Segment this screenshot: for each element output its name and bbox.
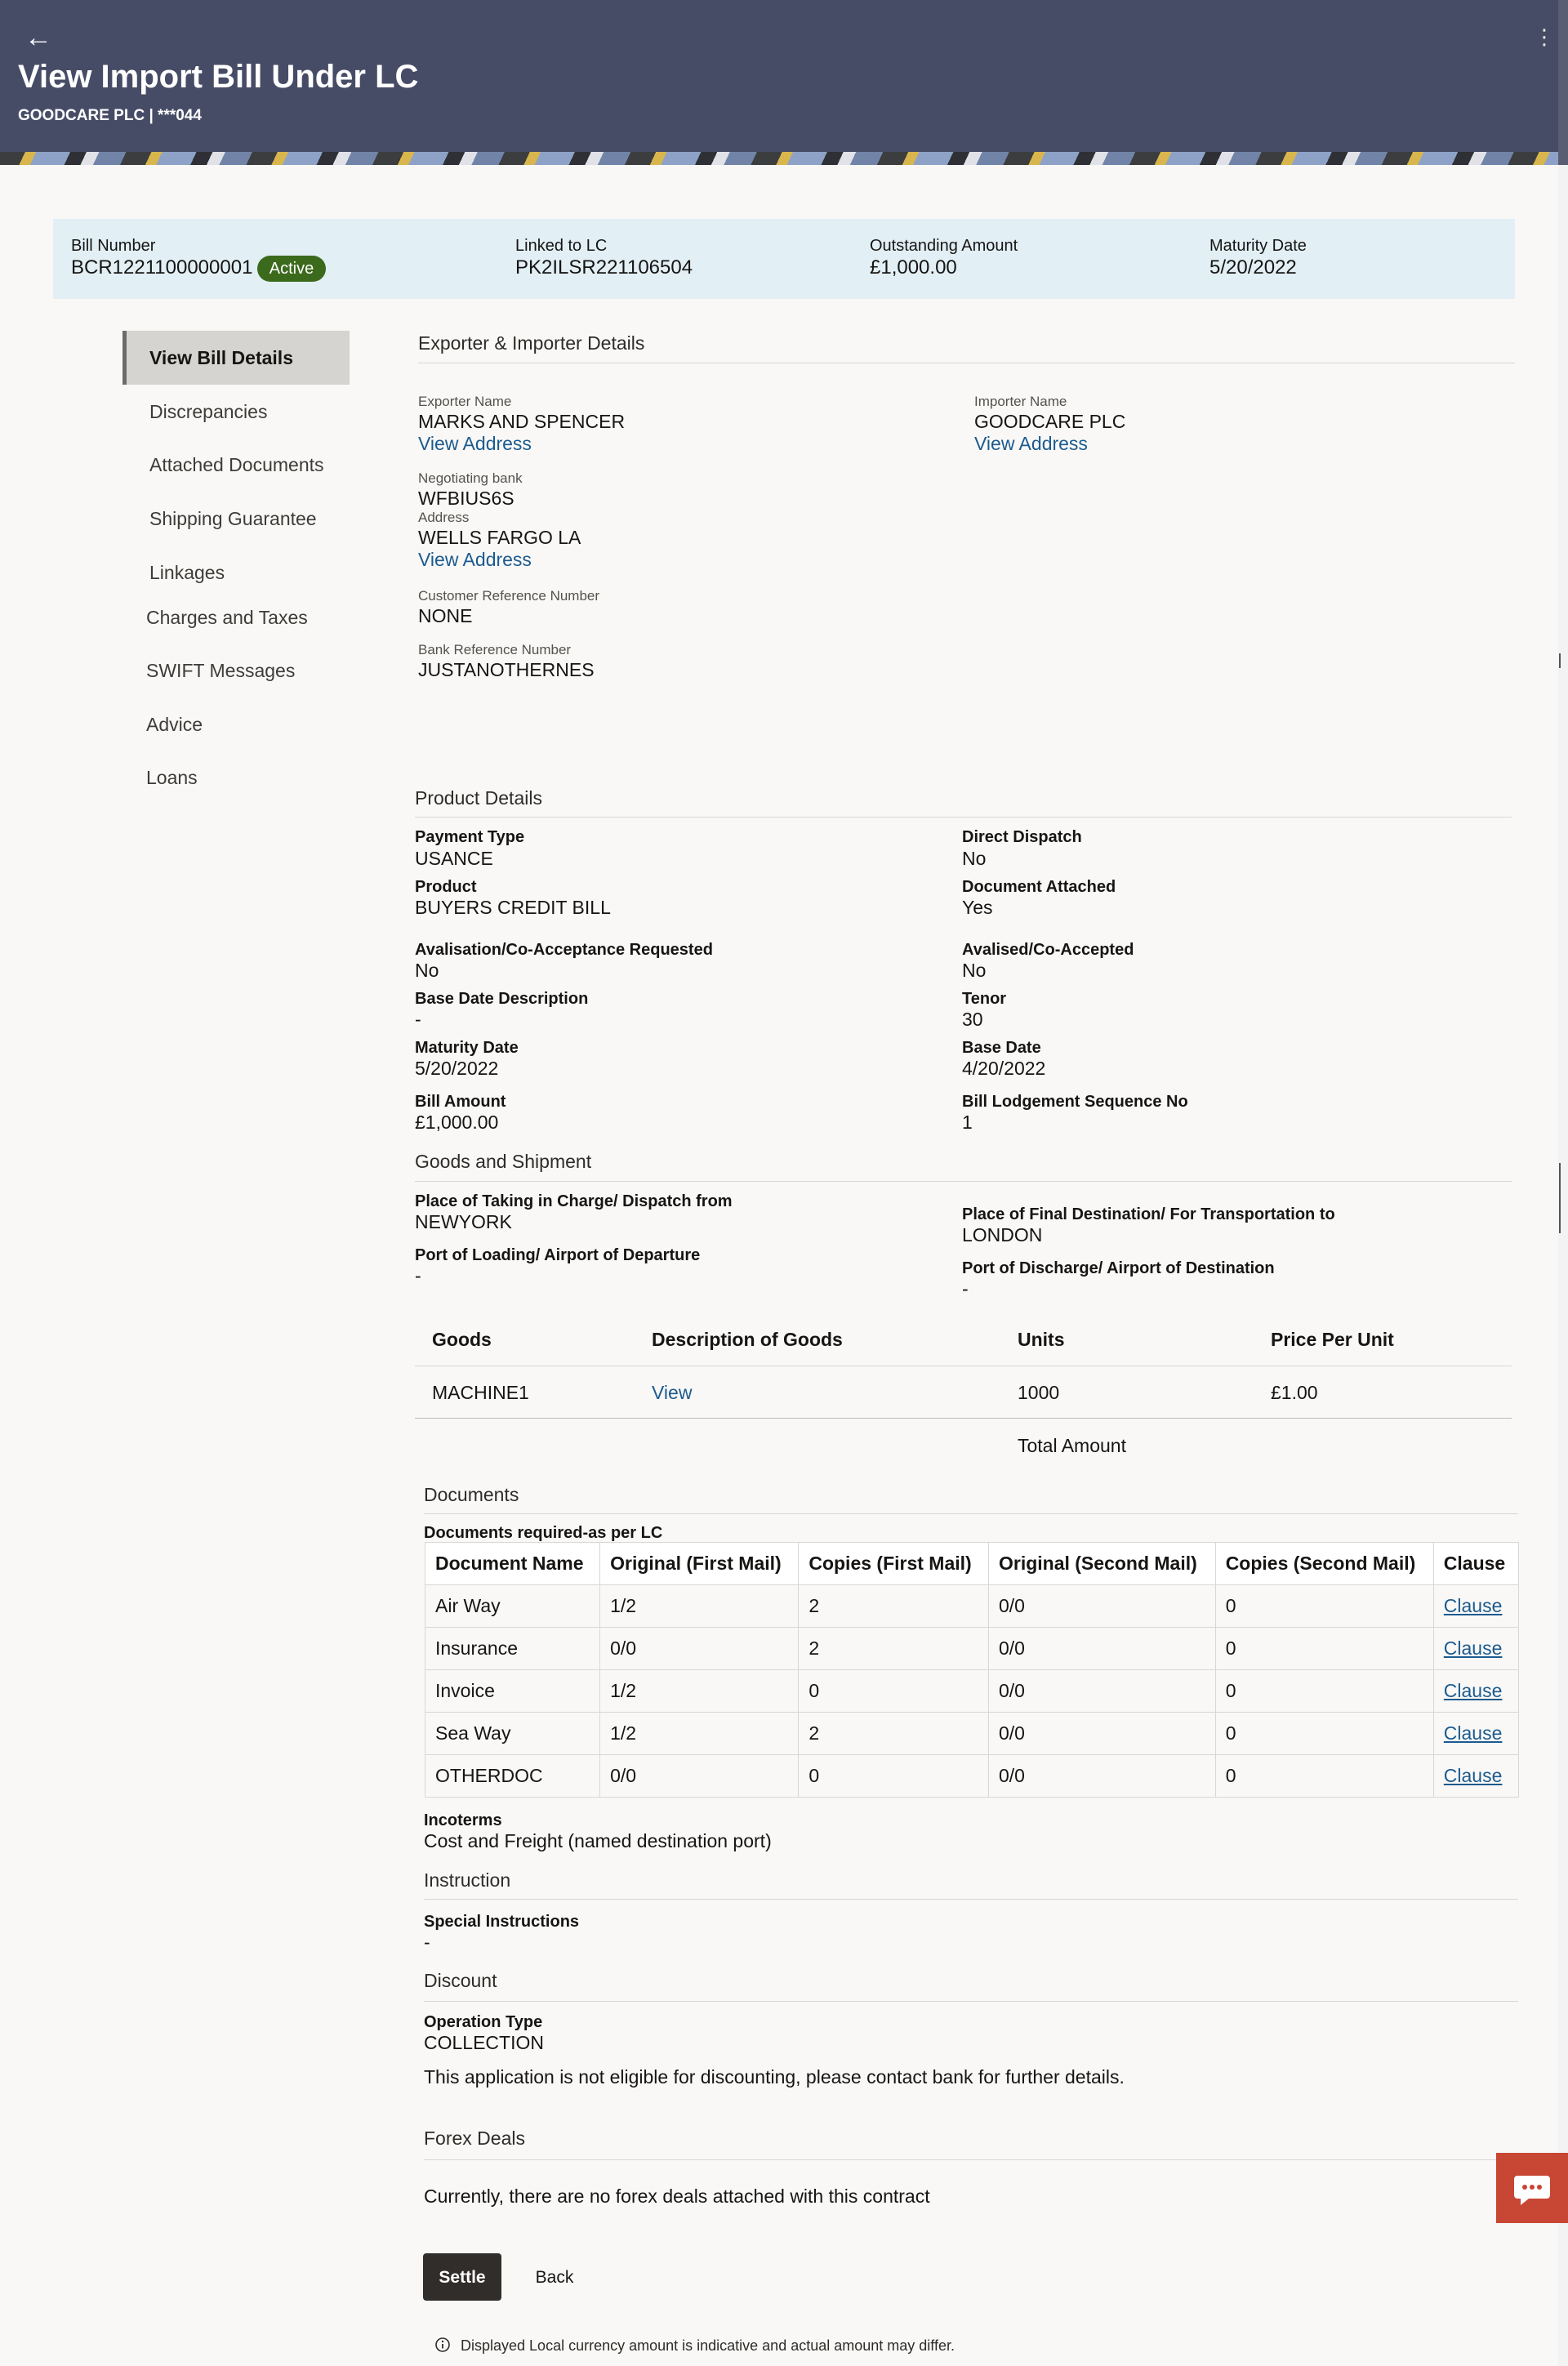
- section-divider: [424, 2159, 1518, 2160]
- original-first-cell: 1/2: [600, 1670, 799, 1713]
- documents-header-row: [425, 1543, 1519, 1585]
- goods-column-header: Goods: [432, 1329, 492, 1350]
- product-value: BUYERS CREDIT BILL: [415, 897, 611, 918]
- table-row: [425, 1628, 1519, 1670]
- section-divider: [415, 817, 1512, 818]
- scrollbar-thumb-lower[interactable]: [1559, 1163, 1561, 1233]
- clause-link[interactable]: Clause: [1443, 1637, 1503, 1659]
- sidebar-item-view-bill-details[interactable]: View Bill Details: [149, 347, 293, 368]
- copies-second-cell: 0: [1215, 1585, 1433, 1628]
- place-of-taking-value: NEWYORK: [415, 1211, 512, 1232]
- bill-number-value: BCR1221100000001: [71, 256, 253, 278]
- bank-ref-label: Bank Reference Number: [418, 642, 572, 657]
- price-column-header: Price Per Unit: [1271, 1329, 1394, 1350]
- document-attached-label: Document Attached: [962, 878, 1116, 896]
- base-date-label: Base Date: [962, 1039, 1041, 1057]
- back-button[interactable]: Back: [527, 2253, 582, 2301]
- documents-table: [425, 1542, 1519, 1798]
- section-divider: [424, 1513, 1518, 1514]
- base-date-value: 4/20/2022: [962, 1058, 1046, 1079]
- customer-ref-value: NONE: [418, 605, 473, 626]
- clause-cell: [1433, 1585, 1518, 1628]
- maturity-date-value: 5/20/2022: [1209, 256, 1297, 278]
- footnote-text: Displayed Local currency amount is indicative and actual amount may differ.: [461, 2337, 955, 2354]
- exporter-view-address-link[interactable]: View Address: [418, 433, 532, 454]
- header-decorative-stripe: [0, 152, 1568, 165]
- port-of-loading-label: Port of Loading/ Airport of Departure: [415, 1246, 701, 1264]
- direct-dispatch-label: Direct Dispatch: [962, 828, 1082, 846]
- sidebar-item-attached-documents[interactable]: Attached Documents: [149, 454, 324, 475]
- bill-number-label: Bill Number: [71, 237, 156, 255]
- clause-header: Clause: [1433, 1543, 1518, 1585]
- total-amount-label: Total Amount: [1018, 1435, 1126, 1456]
- shipment-section-title: Goods and Shipment: [415, 1151, 592, 1172]
- clause-link[interactable]: Clause: [1443, 1595, 1503, 1616]
- copies-second-mail-header: Copies (Second Mail): [1215, 1543, 1433, 1585]
- back-arrow-icon[interactable]: ←: [24, 22, 52, 53]
- scrollbar-thumb[interactable]: [1559, 653, 1561, 668]
- discount-section-title: Discount: [424, 1970, 497, 1991]
- goods-description-view-link[interactable]: View: [652, 1382, 693, 1403]
- base-date-description-value: -: [415, 1009, 421, 1030]
- copies-first-cell: 2: [799, 1628, 989, 1670]
- clause-cell: [1433, 1713, 1518, 1755]
- copies-first-cell: 0: [799, 1670, 989, 1713]
- copies-first-mail-header: Copies (First Mail): [799, 1543, 989, 1585]
- port-of-loading-value: -: [415, 1265, 421, 1286]
- importer-name-value: GOODCARE PLC: [974, 411, 1126, 432]
- section-divider: [424, 1899, 1518, 1900]
- outstanding-amount-value: £1,000.00: [870, 256, 957, 278]
- chat-bubble-icon: [1496, 2153, 1568, 2223]
- copies-second-cell: 0: [1215, 1628, 1433, 1670]
- table-row: [425, 1670, 1519, 1713]
- outstanding-amount-label: Outstanding Amount: [870, 237, 1018, 255]
- sidebar-item-charges-and-taxes[interactable]: Charges and Taxes: [146, 607, 308, 628]
- table-row: [425, 1585, 1519, 1628]
- chat-button[interactable]: [1496, 2153, 1568, 2223]
- lodgement-seq-value: 1: [962, 1112, 973, 1133]
- sidebar-item-advice[interactable]: Advice: [146, 714, 203, 735]
- section-divider: [415, 1181, 1512, 1182]
- clause-link[interactable]: Clause: [1443, 1680, 1503, 1701]
- place-of-taking-label: Place of Taking in Charge/ Dispatch from: [415, 1192, 733, 1210]
- instruction-section-title: Instruction: [424, 1869, 511, 1891]
- copies-first-cell: 2: [799, 1585, 989, 1628]
- settle-button[interactable]: Settle: [423, 2253, 501, 2301]
- original-first-cell: 1/2: [600, 1713, 799, 1755]
- document-name-header: Document Name: [425, 1543, 600, 1585]
- avalised-label: Avalised/Co-Accepted: [962, 941, 1134, 959]
- negotiating-bank-value: WFBIUS6S: [418, 488, 514, 509]
- goods-cell: MACHINE1: [432, 1382, 529, 1403]
- final-destination-label: Place of Final Destination/ For Transportation to: [962, 1205, 1335, 1223]
- importer-view-address-link[interactable]: View Address: [974, 433, 1088, 454]
- original-first-cell: 1/2: [600, 1585, 799, 1628]
- product-section-title: Product Details: [415, 787, 542, 809]
- table-row: [425, 1713, 1519, 1755]
- document-name-cell: Sea Way: [425, 1713, 600, 1755]
- more-options-icon[interactable]: ⋮: [1534, 25, 1555, 49]
- clause-link[interactable]: Clause: [1443, 1722, 1503, 1744]
- port-of-discharge-value: -: [962, 1278, 969, 1299]
- sidebar-item-linkages[interactable]: Linkages: [149, 562, 225, 583]
- bank-ref-value: JUSTANOTHERNES: [418, 659, 595, 680]
- base-date-description-label: Base Date Description: [415, 990, 589, 1008]
- avalised-value: No: [962, 960, 987, 981]
- linked-lc-value: PK2ILSR221106504: [515, 256, 693, 278]
- forex-section-title: Forex Deals: [424, 2128, 525, 2149]
- incoterms-label: Incoterms: [424, 1811, 502, 1829]
- document-name-cell: Insurance: [425, 1628, 600, 1670]
- product-maturity-date-label: Maturity Date: [415, 1039, 519, 1057]
- original-second-cell: 0/0: [988, 1755, 1215, 1798]
- operation-type-value: COLLECTION: [424, 2032, 544, 2053]
- page-title: View Import Bill Under LC: [18, 59, 419, 95]
- document-attached-value: Yes: [962, 897, 993, 918]
- exporter-name-label: Exporter Name: [418, 394, 512, 409]
- goods-row-divider: [415, 1418, 1512, 1419]
- lodgement-seq-label: Bill Lodgement Sequence No: [962, 1093, 1188, 1111]
- bank-address-value: WELLS FARGO LA: [418, 527, 581, 548]
- payment-type-value: USANCE: [415, 848, 493, 869]
- importer-name-label: Importer Name: [974, 394, 1067, 409]
- description-column-header: Description of Goods: [652, 1329, 843, 1350]
- copies-second-cell: 0: [1215, 1755, 1433, 1798]
- sidebar-item-swift-messages[interactable]: SWIFT Messages: [146, 660, 296, 681]
- special-instructions-label: Special Instructions: [424, 1913, 580, 1931]
- price-cell: £1.00: [1271, 1382, 1318, 1403]
- table-row: [425, 1755, 1519, 1798]
- document-name-cell: Invoice: [425, 1670, 600, 1713]
- incoterms-value: Cost and Freight (named destination port): [424, 1830, 772, 1851]
- clause-cell: [1433, 1628, 1518, 1670]
- bank-address-label: Address: [418, 510, 470, 525]
- copies-first-cell: 2: [799, 1713, 989, 1755]
- avalisation-requested-value: No: [415, 960, 439, 981]
- operation-type-label: Operation Type: [424, 2013, 543, 2031]
- page-subtitle: GOODCARE PLC | ***044: [18, 107, 202, 124]
- clause-cell: [1433, 1755, 1518, 1798]
- sidebar-item-loans[interactable]: Loans: [146, 767, 198, 788]
- sidebar-item-shipping-guarantee[interactable]: Shipping Guarantee: [149, 508, 317, 529]
- original-first-cell: 0/0: [600, 1628, 799, 1670]
- document-name-cell: OTHERDOC: [425, 1755, 600, 1798]
- section-divider: [424, 2001, 1518, 2002]
- sidebar-item-discrepancies[interactable]: Discrepancies: [149, 401, 268, 422]
- original-second-cell: 0/0: [988, 1713, 1215, 1755]
- parties-section-title: Exporter & Importer Details: [418, 332, 645, 354]
- original-second-cell: 0/0: [988, 1628, 1215, 1670]
- bill-amount-label: Bill Amount: [415, 1093, 506, 1111]
- avalisation-requested-label: Avalisation/Co-Acceptance Requested: [415, 941, 713, 959]
- linked-lc-label: Linked to LC: [515, 237, 608, 255]
- original-first-mail-header: Original (First Mail): [600, 1543, 799, 1585]
- original-first-cell: 0/0: [600, 1755, 799, 1798]
- document-name-cell: Air Way: [425, 1585, 600, 1628]
- port-of-discharge-label: Port of Discharge/ Airport of Destination: [962, 1259, 1275, 1277]
- documents-required-label: Documents required-as per LC: [424, 1524, 663, 1542]
- customer-ref-label: Customer Reference Number: [418, 588, 600, 604]
- direct-dispatch-value: No: [962, 848, 987, 869]
- original-second-cell: 0/0: [988, 1670, 1215, 1713]
- negotiating-bank-label: Negotiating bank: [418, 470, 523, 486]
- original-second-mail-header: Original (Second Mail): [988, 1543, 1215, 1585]
- documents-section-title: Documents: [424, 1484, 519, 1505]
- bank-view-address-link[interactable]: View Address: [418, 549, 532, 570]
- tenor-value: 30: [962, 1009, 983, 1030]
- clause-cell: [1433, 1670, 1518, 1713]
- final-destination-value: LONDON: [962, 1224, 1043, 1245]
- status-badge: Active: [257, 256, 326, 282]
- forex-message: Currently, there are no forex deals attached with this contract: [424, 2186, 930, 2207]
- special-instructions-value: -: [424, 1932, 430, 1953]
- scrollbar-header-segment: [1558, 0, 1568, 165]
- copies-first-cell: 0: [799, 1755, 989, 1798]
- bill-amount-value: £1,000.00: [415, 1112, 499, 1133]
- original-second-cell: 0/0: [988, 1585, 1215, 1628]
- tenor-label: Tenor: [962, 990, 1007, 1008]
- payment-type-label: Payment Type: [415, 828, 525, 846]
- info-icon: [434, 2337, 451, 2353]
- discount-eligibility-message: This application is not eligible for discounting, please contact bank for further details.: [424, 2066, 1125, 2088]
- product-maturity-date-value: 5/20/2022: [415, 1058, 499, 1079]
- copies-second-cell: 0: [1215, 1713, 1433, 1755]
- units-column-header: Units: [1018, 1329, 1065, 1350]
- copies-second-cell: 0: [1215, 1670, 1433, 1713]
- exporter-name-value: MARKS AND SPENCER: [418, 411, 626, 432]
- product-label: Product: [415, 878, 477, 896]
- maturity-date-label: Maturity Date: [1209, 237, 1307, 255]
- clause-link[interactable]: Clause: [1443, 1765, 1503, 1786]
- units-cell: 1000: [1018, 1382, 1060, 1403]
